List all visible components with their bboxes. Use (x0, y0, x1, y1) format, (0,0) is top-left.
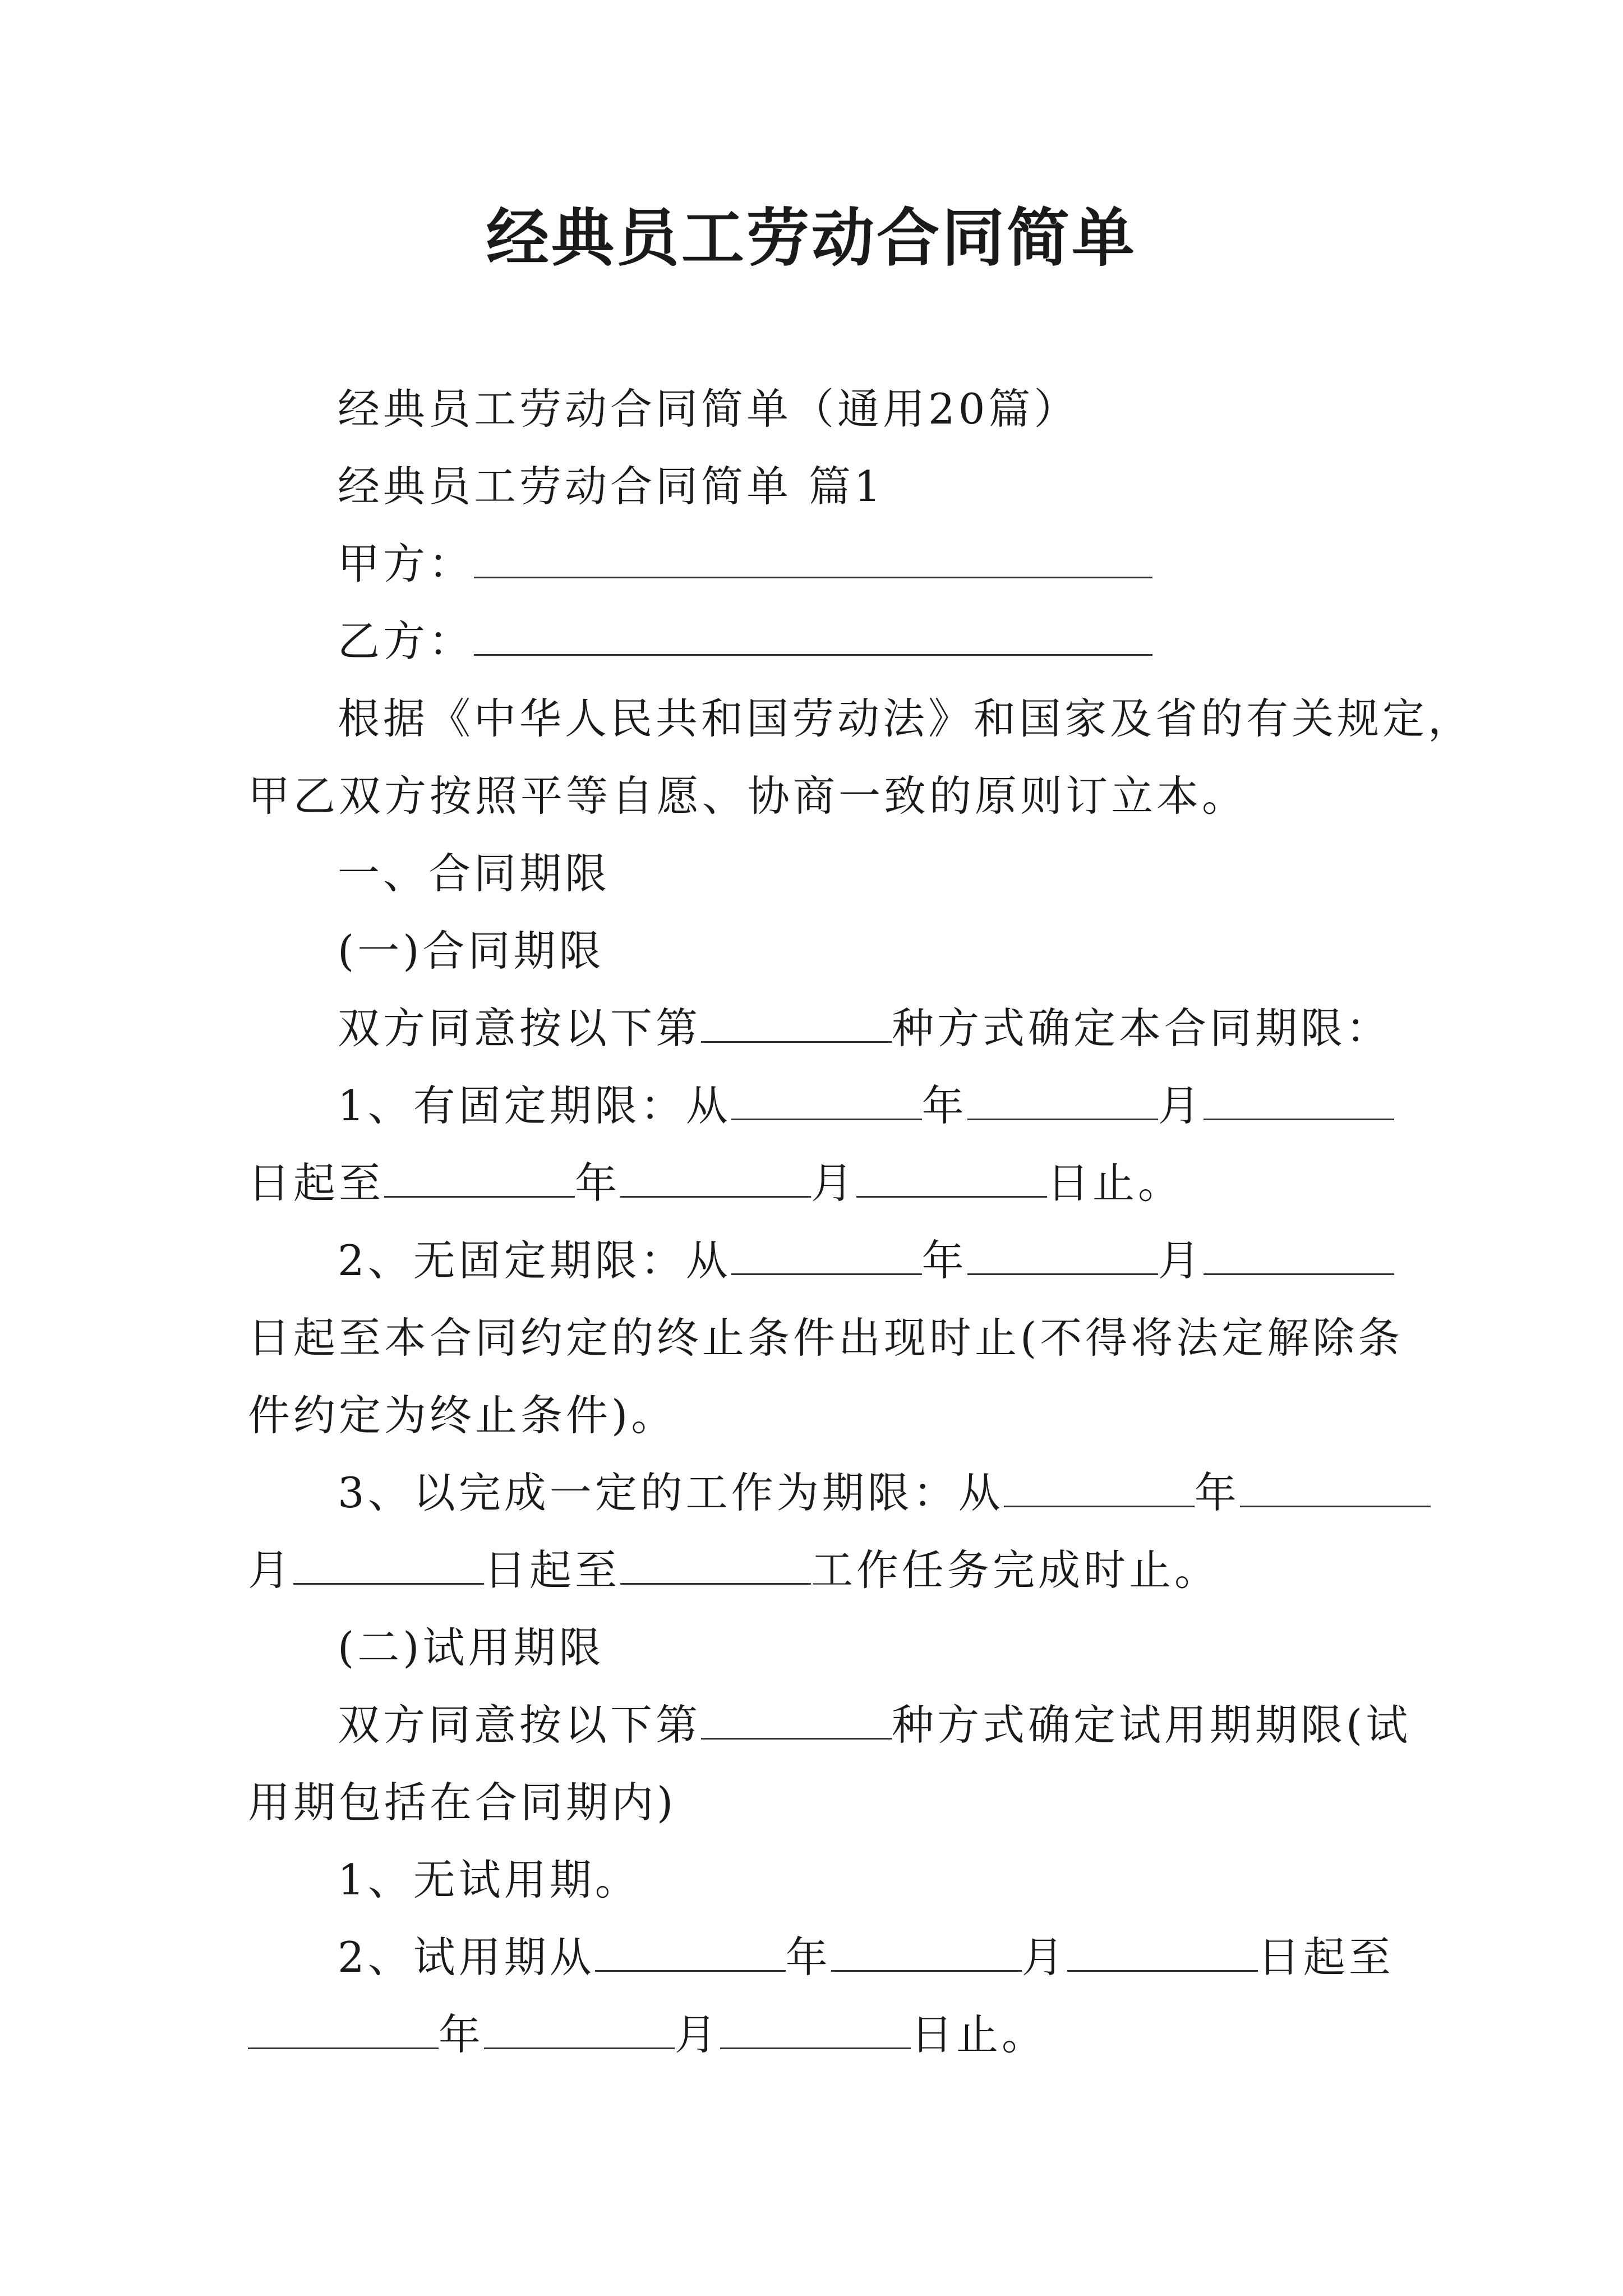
subheading-contract-term: (一)合同期限 (338, 926, 605, 976)
day-start-label: 日起至 (248, 1158, 385, 1208)
month-label: 月 (248, 1545, 294, 1595)
open-term-line3: 件约定为终止条件)。 (248, 1391, 677, 1440)
day-end-label: 日止。 (1047, 1158, 1184, 1208)
year-label: 年 (1194, 1468, 1240, 1517)
document-title: 经典员工劳动合同简单 (486, 201, 1137, 275)
fixed-start-day-blank[interactable] (1204, 1084, 1394, 1120)
month-label: 月 (1021, 1932, 1067, 1982)
month-label: 月 (1158, 1081, 1204, 1130)
open-term-line1 (248, 1222, 1398, 1299)
trial-end-label: 日止。 (911, 2010, 1048, 2059)
month-label: 月 (811, 1158, 857, 1208)
document-body (248, 370, 1474, 2073)
trial-start-year-blank[interactable] (595, 1935, 786, 1972)
party-b-label: 乙方： (338, 616, 474, 666)
intro-paragraph-line1: 根据《中华人民共和国劳动法》和国家及省的有关规定， (338, 694, 1474, 743)
fixed-start-year-blank[interactable] (731, 1084, 922, 1120)
term-choice-blank[interactable] (701, 1006, 892, 1043)
party-b-line (248, 602, 1398, 680)
year-label: 年 (439, 2010, 485, 2059)
fixed-end-day-blank[interactable] (856, 1161, 1047, 1198)
task-term-line1 (248, 1454, 1398, 1531)
term-choice-line (248, 990, 1398, 1067)
party-b-blank[interactable] (474, 619, 1152, 656)
year-label: 年 (921, 1081, 967, 1130)
fixed-start-month-blank[interactable] (967, 1084, 1158, 1120)
fixed-term-line2 (248, 1144, 1398, 1222)
party-a-line (248, 525, 1398, 602)
fixed-term-label: 1、有固定期限：从 (338, 1081, 731, 1130)
task-name-blank[interactable] (620, 1548, 811, 1585)
subheading-trial-period: (二)试用期限 (338, 1623, 605, 1672)
trial-choice-text-a: 双方同意按以下第 (338, 1700, 702, 1750)
task-term-label: 3、以完成一定的工作为期限：从 (338, 1468, 1004, 1517)
fixed-term-line1 (248, 1067, 1398, 1144)
task-start-year-blank[interactable] (1004, 1471, 1195, 1507)
month-label: 月 (675, 2010, 721, 2059)
heading-contract-term: 一、合同期限 (338, 849, 611, 898)
trial-start-month-blank[interactable] (831, 1935, 1022, 1972)
trial-option-2-line2 (248, 1996, 1398, 2073)
open-start-month-blank[interactable] (967, 1239, 1158, 1275)
section-heading: 经典员工劳动合同简单 篇1 (338, 462, 884, 511)
open-term-label: 2、无固定期限：从 (338, 1236, 731, 1285)
fixed-end-year-blank[interactable] (384, 1161, 575, 1198)
trial-option-2-line1 (248, 1918, 1398, 1996)
intro-paragraph-line2: 甲乙双方按照平等自愿、协商一致的原则订立本。 (248, 771, 1248, 821)
year-label: 年 (921, 1236, 967, 1285)
subtitle: 经典员工劳动合同简单（通用20篇） (338, 384, 1080, 434)
task-start-month-blank[interactable] (1240, 1471, 1431, 1507)
task-end-label: 工作任务完成时止。 (811, 1545, 1220, 1595)
trial-choice-line2: 用期包括在合同期内) (248, 1778, 677, 1827)
fixed-end-month-blank[interactable] (620, 1161, 811, 1198)
trial-choice-line1 (248, 1686, 1412, 1764)
party-a-label: 甲方： (338, 539, 474, 588)
party-a-blank[interactable] (474, 542, 1152, 578)
year-label: 年 (785, 1932, 831, 1982)
trial-start-label: 日起至 (1257, 1932, 1394, 1982)
trial-choice-blank[interactable] (701, 1703, 892, 1740)
trial-option-1: 1、无试用期。 (338, 1855, 640, 1904)
trial-end-month-blank[interactable] (484, 2013, 675, 2049)
trial-end-day-blank[interactable] (720, 2013, 911, 2049)
year-label: 年 (575, 1158, 621, 1208)
term-choice-text-a: 双方同意按以下第 (338, 1004, 702, 1053)
task-term-line2 (248, 1531, 1398, 1609)
day-start-label: 日起至 (484, 1545, 621, 1595)
trial-choice-text-b: 种方式确定试用期期限(试 (892, 1700, 1412, 1750)
trial-end-year-blank[interactable] (248, 2013, 439, 2049)
task-start-day-blank[interactable] (293, 1548, 484, 1585)
trial-start-day-blank[interactable] (1067, 1935, 1258, 1972)
open-term-line2: 日起至本合同约定的终止条件出现时止(不得将法定解除条 (248, 1313, 1404, 1363)
trial-option-2-label: 2、试用期从 (338, 1932, 595, 1982)
open-start-year-blank[interactable] (731, 1239, 922, 1275)
term-choice-text-b: 种方式确定本合同期限： (892, 1004, 1392, 1053)
month-label: 月 (1158, 1236, 1204, 1285)
open-start-day-blank[interactable] (1204, 1239, 1394, 1275)
